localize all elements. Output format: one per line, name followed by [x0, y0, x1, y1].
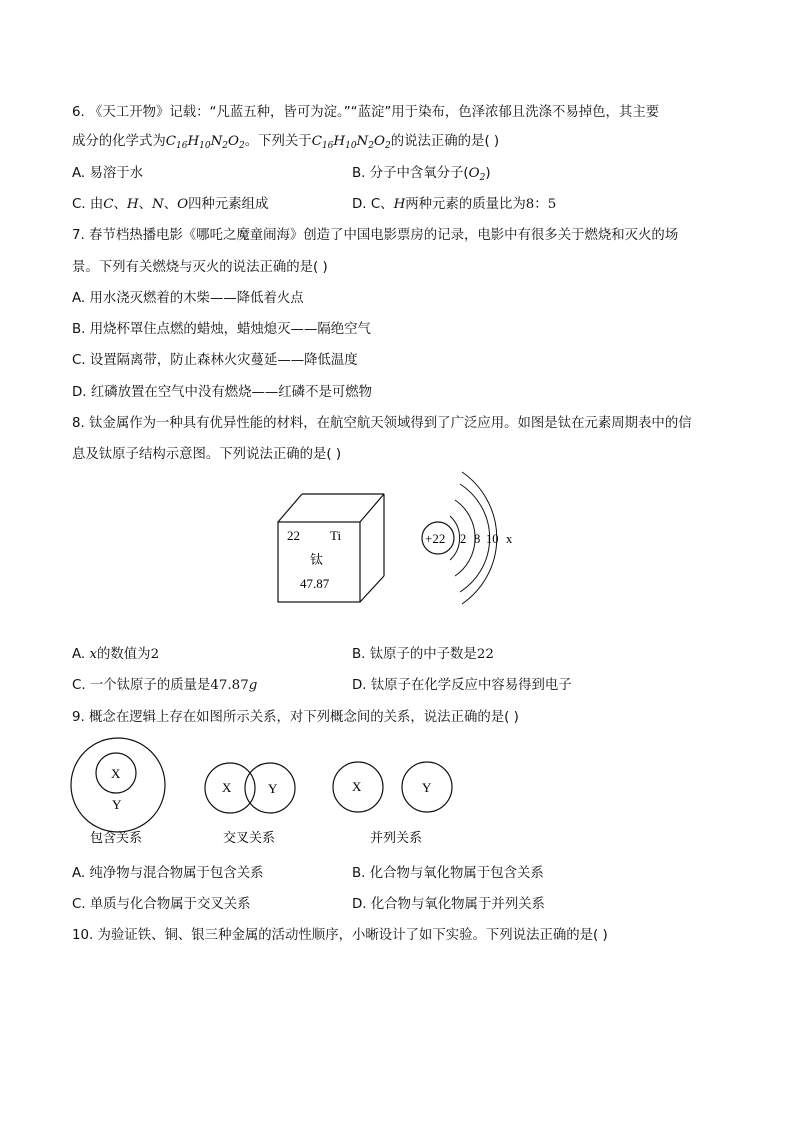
element-name: 钛: [310, 552, 324, 567]
q6-formula: $C_{16}H_{10}N_2O_2$: [165, 134, 245, 151]
q6-option-a: A. 易溶于水: [72, 166, 143, 181]
intersection-diagram: [205, 763, 295, 845]
shell-1-electrons: 2: [460, 532, 467, 546]
element-cell-cube: [278, 494, 384, 602]
cross-y: Y: [268, 781, 278, 796]
q8-option-d: D. 钛原子在化学反应中容易得到电子: [352, 678, 572, 693]
atomic-mass: 47.87: [300, 576, 330, 591]
parallel-diagram: [333, 762, 452, 845]
shell-2-electrons: 8: [474, 532, 481, 546]
atomic-number: 22: [287, 528, 300, 543]
q7-stem-line1: 7. 春节档热播电影《哪吒之魔童闹海》创造了中国电影票房的记录，电影中有很多关于燃烧和灭火的场: [72, 228, 679, 243]
q6-stem-line1: 6. 《天工开物》记载：“凡蓝五种，皆可为淀。”“蓝淀”用于染布，色泽浓郁且洗涤不易掉色，其主要: [72, 105, 660, 120]
q7-stem-line2: 景。下列有关燃烧与灭火的说法正确的是( ): [72, 260, 328, 275]
q6-option-d: D. C、H两种元素的质量比为8：5: [352, 197, 557, 212]
q7-option-c: C. 设置隔离带，防止森林火灾蔓延——降低温度: [72, 353, 358, 368]
q9-stem: 9. 概念在逻辑上存在如图所示关系，对下列概念间的关系，说法正确的是( ): [72, 710, 519, 725]
q7-option-d: D. 红磷放置在空气中没有燃烧——红磷不是可燃物: [72, 385, 373, 400]
q6-stem-suffix: 的说法正确的是( ): [390, 134, 500, 149]
q8-stem-line2: 息及钛原子结构示意图。下列说法正确的是( ): [72, 447, 342, 462]
shell-3-electrons: 10: [486, 532, 499, 546]
element-symbol: Ti: [330, 528, 342, 543]
q6-stem-mid: 。下列关于: [244, 134, 312, 149]
relation-diagrams: [60, 735, 480, 855]
q6-stem-line2: [72, 133, 499, 151]
q7-option-b: B. 用烧杯罩住点燃的蜡烛，蜡烛熄灭——隔绝空气: [72, 322, 371, 337]
q9-option-b: B. 化合物与氧化物属于包含关系: [352, 866, 544, 881]
cross-x: X: [222, 780, 232, 795]
containment-diagram: [71, 738, 165, 845]
atom-structure: [422, 472, 513, 604]
parallel-y: Y: [422, 780, 432, 795]
q6-option-b: B. 分子中含氧分子$(O_2)$: [352, 166, 491, 183]
titanium-figure: [270, 470, 530, 610]
q8-option-a: A. x的数值为2: [72, 647, 160, 662]
q8-option-c: C. 一个钛原子的质量是47.87g: [72, 678, 258, 693]
q8-stem-line1: 8. 钛金属作为一种具有优异性能的材料，在航空航天领域得到了广泛应用。如图是钛在元素周期表中的信: [72, 416, 692, 431]
containment-x: X: [111, 766, 121, 781]
q9-option-c: C. 单质与化合物属于交叉关系: [72, 897, 251, 912]
outer-circle: [71, 738, 165, 832]
label-parallel: 并列关系: [370, 830, 423, 845]
q7-option-a: A. 用水浇灭燃着的木柴——降低着火点: [72, 291, 304, 306]
shell-arc-1: [450, 516, 460, 560]
containment-y: Y: [112, 797, 122, 812]
q8-option-b: B. 钛原子的中子数是22: [352, 647, 494, 662]
shell-4-electrons: x: [506, 532, 513, 546]
q6-option-c: C. 由C、H、N、O四种元素组成: [72, 197, 269, 212]
q10-stem: 10. 为验证铁、铜、银三种金属的活动性顺序，小晰设计了如下实验。下列说法正确的是( ): [72, 928, 608, 943]
q6-formula-repeat: $C_{16}H_{10}N_2O_2$: [311, 134, 391, 151]
parallel-x: X: [352, 779, 362, 794]
q9-option-a: A. 纯净物与混合物属于包含关系: [72, 866, 264, 881]
nucleus-charge: +22: [425, 531, 446, 546]
q6-stem-prefix: 成分的化学式为: [72, 134, 166, 149]
q9-option-d: D. 化合物与氧化物属于并列关系: [352, 897, 545, 912]
label-containment: 包含关系: [90, 830, 143, 845]
label-intersection: 交叉关系: [223, 830, 276, 845]
